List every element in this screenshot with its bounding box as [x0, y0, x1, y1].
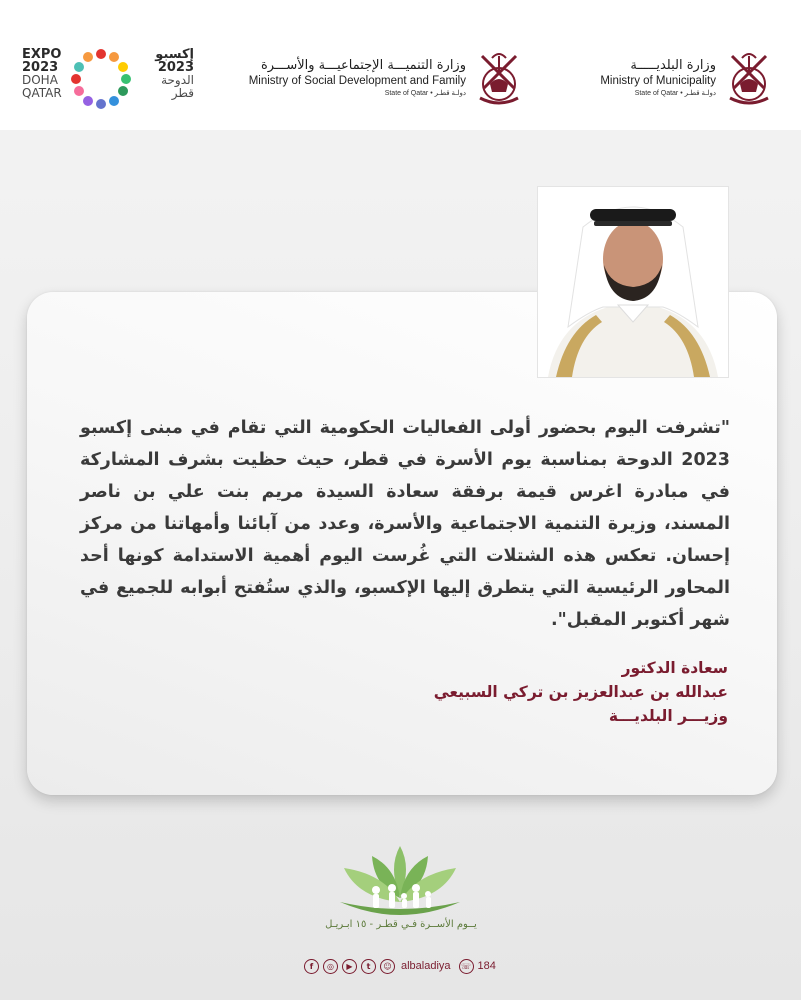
ministry-social-name-ar: وزارة التنميـــة الإجتماعيـــة والأســـرة [260, 58, 466, 73]
signature-title: سعادة الدكتور [621, 659, 728, 677]
signature-position: وزيـــر البلديـــة [608, 707, 728, 725]
ministry-municipality-logo [578, 44, 778, 110]
phone-icon[interactable]: ☏ [459, 959, 474, 974]
ministry-municipality-name-en: Ministry of Municipality [600, 75, 716, 87]
expo-english-text [22, 48, 62, 100]
signature-block [400, 656, 728, 728]
qatar-emblem-icon [720, 44, 778, 110]
social-handle[interactable]: albaladiya [401, 960, 451, 972]
quote-text: "تشرفت اليوم بحضور أولى الفعاليات الحكومية التي تقام في مبنى إكسبو 2023 الدوحة بمناسبة يوم الأسرة في قطر، حيث حظيت بشرف المشاركة في مبادرة اغرس قيمة برفقة سعادة السيدة مريم بنت علي بن ناصر المسند، وزيرة التنمية الاجتماعية والأسرة، وعدد من آبائنا وأمهاتنا من مركز إحسان. تعكس هذه الشتلات التي غُرست اليوم أهمية الاستدامة كونها أحد المحاور الرئيسية التي يتطرق إليها الإكسبو، والذي ستُفتح أبوابه للجميع في شهر أكتوبر المقبل". [80, 418, 730, 630]
youtube-icon[interactable]: ▶ [342, 959, 357, 974]
ministry-social-name-en: Ministry of Social Development and Family [248, 75, 466, 87]
ministry-municipality-text [600, 58, 716, 99]
expo-arabic-text [134, 48, 194, 100]
ministry-municipality-name-ar: وزارة البلديـــــة [630, 58, 716, 73]
minister-portrait-image [538, 187, 728, 377]
expo-year: 2023 [22, 60, 59, 75]
expo-2023-logo [22, 48, 192, 110]
state-of-qatar-label: State of Qatar • دولـة قطـر [634, 90, 716, 97]
snapchat-icon[interactable]: ☺ [380, 959, 395, 974]
hotline-number[interactable]: 184 [477, 960, 496, 972]
family-day-caption: يــوم الأســرة فـي قطـر - ١٥ ابـريـل [325, 919, 477, 930]
instagram-icon[interactable]: ◎ [323, 959, 338, 974]
qatar-emblem-icon [470, 44, 528, 110]
expo-city: DOHA [22, 73, 58, 87]
facebook-icon[interactable]: f [304, 959, 319, 974]
expo-year-ar: 2023 [157, 60, 194, 75]
expo-word-ar: إكسبو [155, 47, 194, 62]
twitter-icon[interactable]: t [361, 959, 376, 974]
expo-city-ar: الدوحة [161, 73, 194, 87]
social-bar [304, 957, 496, 975]
ministry-social-development-logo [238, 44, 528, 110]
expo-country: QATAR [22, 86, 62, 100]
signature-name: عبدالله بن عبدالعزيز بن تركي السبيعي [433, 683, 728, 701]
expo-word: EXPO [22, 47, 62, 62]
minister-portrait [537, 186, 729, 378]
expo-flower-icon [70, 48, 132, 110]
ministry-social-text [249, 58, 466, 99]
state-of-qatar-label: State of Qatar • دولـة قطـر [384, 90, 466, 97]
expo-country-ar: قطر [171, 86, 194, 100]
